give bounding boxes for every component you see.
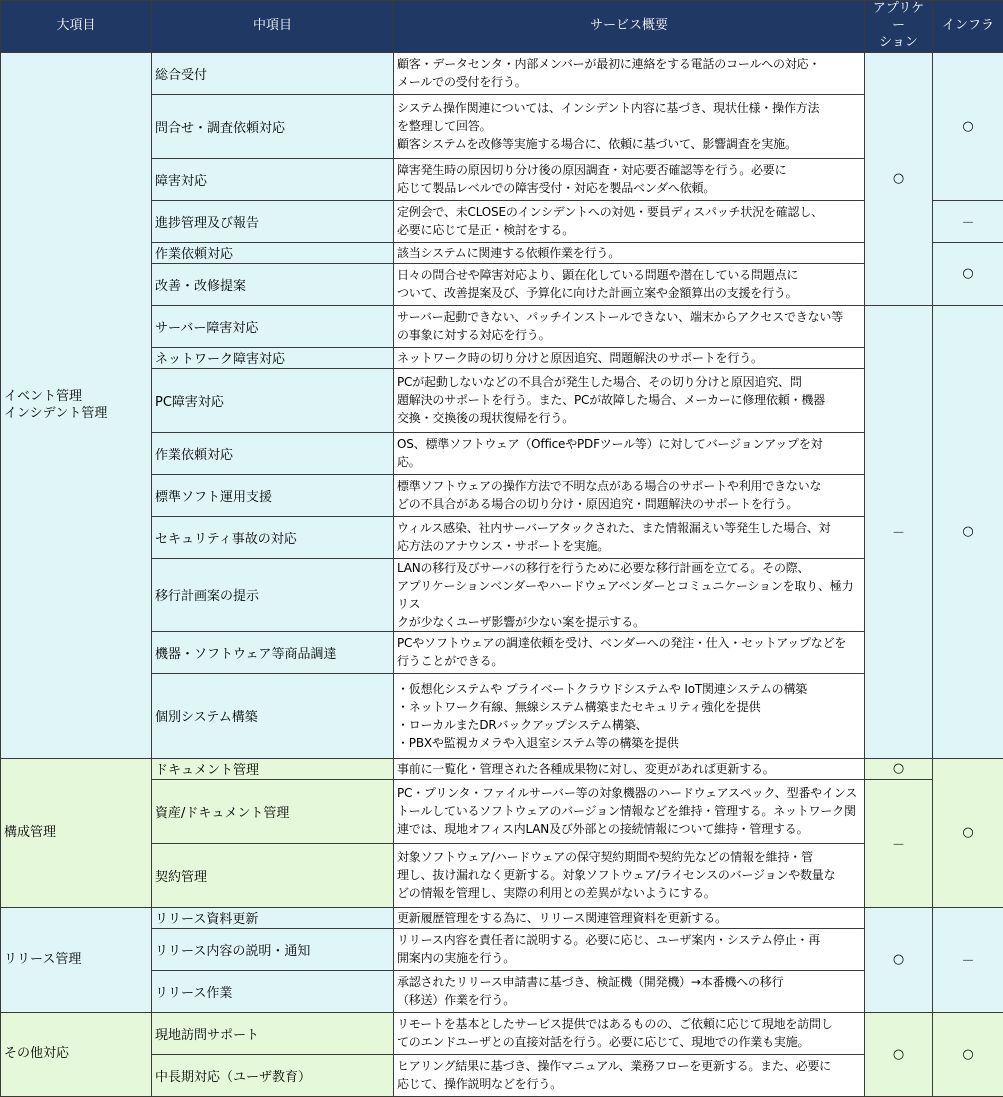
table-row xyxy=(1,907,1003,928)
table-row xyxy=(1,347,1003,368)
table-row xyxy=(1,928,1003,970)
app-mark: ○ xyxy=(865,907,933,1012)
header-major: 大項目 xyxy=(1,1,152,53)
middle-item: セキュリティ事故の対応 xyxy=(152,516,394,558)
middle-item: 進捗管理及び報告 xyxy=(152,200,394,242)
service-desc: ヒアリング結果に基づき、操作マニュアル、業務フローを更新する。また、必要に 応じて、操作説明などを行う。 xyxy=(394,1054,865,1096)
middle-item: 移行計画案の提示 xyxy=(152,558,394,631)
header-middle: 中項目 xyxy=(152,1,394,53)
service-desc: リモートを基本としたサービス提供ではあるものの、ご依頼に応じて現地を訪問し てのエンドユーザとの直接対話を行う。必要に応じて、現地での作業も実施。 xyxy=(394,1012,865,1054)
table-row xyxy=(1,263,1003,305)
app-mark: ○ xyxy=(865,758,933,779)
middle-item: 個別システム構築 xyxy=(152,673,394,758)
middle-item: 障害対応 xyxy=(152,158,394,200)
infra-mark: － xyxy=(933,200,1003,242)
app-mark: － xyxy=(865,779,933,907)
table-row xyxy=(1,474,1003,516)
service-desc: 障害発生時の原因切り分け後の原因調査・対応要否確認等を行う。必要に 応じて製品レベルでの障害受付・対応を製品ベンダへ依頼。 xyxy=(394,158,865,200)
middle-item: リリース資料更新 xyxy=(152,907,394,928)
middle-item: ドキュメント管理 xyxy=(152,758,394,779)
table-row xyxy=(1,779,1003,843)
table-row xyxy=(1,673,1003,758)
middle-item: リリース作業 xyxy=(152,970,394,1012)
category-incident: イベント管理 インシデント管理 xyxy=(1,52,152,758)
table-row xyxy=(1,52,1003,94)
service-desc: ネットワーク時の切り分けと原因追究、問題解決のサポートを行う。 xyxy=(394,347,865,368)
service-desc: 承認されたリリース申請書に基づき、検証機（開発機）→本番機への移行 （移送）作業を行う。 xyxy=(394,970,865,1012)
middle-item: 標準ソフト運用支援 xyxy=(152,474,394,516)
category-config: 構成管理 xyxy=(1,758,152,907)
category-other: その他対応 xyxy=(1,1012,152,1096)
service-desc: ・仮想化システムや プライベートクラウドシステムや IoT関連システムの構築 ・ネットワーク有線、無線システム構築またセキュリティ強化を提供 ・ローカルまたDRバックアップシステム構築、 ・PBXや監視カメラや入退室システム等の構築を提供 xyxy=(394,673,865,758)
service-desc: ウィルス感染、社内サーバーアタックされた、また情報漏えい等発生した場合、対 応方法のアナウンス・サポートを実施。 xyxy=(394,516,865,558)
table-row xyxy=(1,305,1003,347)
table-row xyxy=(1,432,1003,474)
category-release: リリース管理 xyxy=(1,907,152,1012)
table-row xyxy=(1,558,1003,631)
service-desc: 定例会で、未CLOSEのインシデントへの対処・要員ディスパッチ状況を確認し、 必要に応じて是正・検討をする。 xyxy=(394,200,865,242)
middle-item: 中長期対応（ユーザ教育） xyxy=(152,1054,394,1096)
middle-item: ネットワーク障害対応 xyxy=(152,347,394,368)
table-row xyxy=(1,94,1003,158)
service-desc: 対象ソフトウェア/ハードウェアの保守契約期間や契約先などの情報を維持・管 理し、抜け漏れなく更新する。対象ソフトウェア/ライセンスのバージョンや数量な どの情報を管理し、実際の利用との差異がないようにする。 xyxy=(394,843,865,907)
header-infra: インフラ xyxy=(933,1,1003,53)
middle-item: 改善・改修提案 xyxy=(152,263,394,305)
service-desc: 顧客・データセンタ・内部メンバーが最初に連絡をする電話のコールへの対応・ メールでの受付を行う。 xyxy=(394,52,865,94)
service-desc: PCやソフトウェアの調達依頼を受け、ベンダーへの発注・仕入・セットアップなどを 行うことができる。 xyxy=(394,631,865,673)
service-desc: 更新履歴管理をする為に、リリース関連管理資料を更新する。 xyxy=(394,907,865,928)
table-row xyxy=(1,1012,1003,1054)
table-row xyxy=(1,158,1003,200)
middle-item: 現地訪問サポート xyxy=(152,1012,394,1054)
app-mark: ○ xyxy=(865,52,933,305)
table-row xyxy=(1,758,1003,779)
header-overview: サービス概要 xyxy=(394,1,865,53)
middle-item: PC障害対応 xyxy=(152,368,394,432)
header-row xyxy=(1,1,1003,53)
service-desc: OS、標準ソフトウェア（OfficeやPDFツール等）に対してバージョンアップを対 応。 xyxy=(394,432,865,474)
service-desc: LANの移行及びサーバの移行を行うために必要な移行計画を立てる。その際、 アプリケーションベンダーやハードウェアベンダーとコミュニケーションを取り、極力リス クが少なくユーザ影響が少ない案を提示する。 xyxy=(394,558,865,631)
app-mark: － xyxy=(865,305,933,758)
header-application: アプリケー ション xyxy=(865,1,933,53)
infra-mark: － xyxy=(933,907,1003,1012)
service-desc: システム操作関連については、インシデント内容に基づき、現状仕様・操作方法 を整理して回答。 顧客システムを改修等実施する場合に、依頼に基づいて、影響調査を実施。 xyxy=(394,94,865,158)
service-desc: リリース内容を責任者に説明する。必要に応じ、ユーザ案内・システム停止・再 開案内の実施を行う。 xyxy=(394,928,865,970)
infra-mark: ○ xyxy=(933,1012,1003,1096)
service-desc: PC・プリンタ・ファイルサーバー等の対象機器のハードウェアスペック、型番やインス トールしているソフトウェアのバージョン情報などを維持・管理する。ネットワーク関 連では、現地オフィス内LAN及び外部との接続情報について維持・管理する。 xyxy=(394,779,865,843)
middle-item: 資産/ドキュメント管理 xyxy=(152,779,394,843)
table-row xyxy=(1,516,1003,558)
table-row xyxy=(1,368,1003,432)
infra-mark: ○ xyxy=(933,52,1003,200)
infra-mark: ○ xyxy=(933,305,1003,758)
middle-item: リリース内容の説明・通知 xyxy=(152,928,394,970)
infra-mark: ○ xyxy=(933,758,1003,907)
table-row xyxy=(1,631,1003,673)
middle-item: 契約管理 xyxy=(152,843,394,907)
table-row xyxy=(1,1054,1003,1096)
service-desc: 日々の問合せや障害対応より、顕在化している問題や潜在している問題点に ついて、改善提案及び、予算化に向けた計画立案や金額算出の支援を行う。 xyxy=(394,263,865,305)
middle-item: 総合受付 xyxy=(152,52,394,94)
app-mark: ○ xyxy=(865,1012,933,1096)
table-row xyxy=(1,843,1003,907)
service-desc: 事前に一覧化・管理された各種成果物に対し、変更があれば更新する。 xyxy=(394,758,865,779)
middle-item: 作業依頼対応 xyxy=(152,432,394,474)
infra-mark: ○ xyxy=(933,242,1003,305)
table-row xyxy=(1,970,1003,1012)
service-desc: サーバー起動できない、パッチインストールできない、端末からアクセスできない等 の事象に対する対応を行う。 xyxy=(394,305,865,347)
middle-item: 機器・ソフトウェア等商品調達 xyxy=(152,631,394,673)
table-row xyxy=(1,242,1003,263)
table-row xyxy=(1,200,1003,242)
middle-item: サーバー障害対応 xyxy=(152,305,394,347)
service-desc: PCが起動しないなどの不具合が発生した場合、その切り分けと原因追究、問 題解決のサポートを行う。また、PCが故障した場合、メーカーに修理依頼・機器 交換・交換後の現状復帰を行う。 xyxy=(394,368,865,432)
middle-item: 問合せ・調査依頼対応 xyxy=(152,94,394,158)
middle-item: 作業依頼対応 xyxy=(152,242,394,263)
service-desc: 該当システムに関連する依頼作業を行う。 xyxy=(394,242,865,263)
service-desc: 標準ソフトウェアの操作方法で不明な点がある場合のサポートや利用できないな どの不具合がある場合の切り分け・原因追究・問題解決のサポートを行う。 xyxy=(394,474,865,516)
